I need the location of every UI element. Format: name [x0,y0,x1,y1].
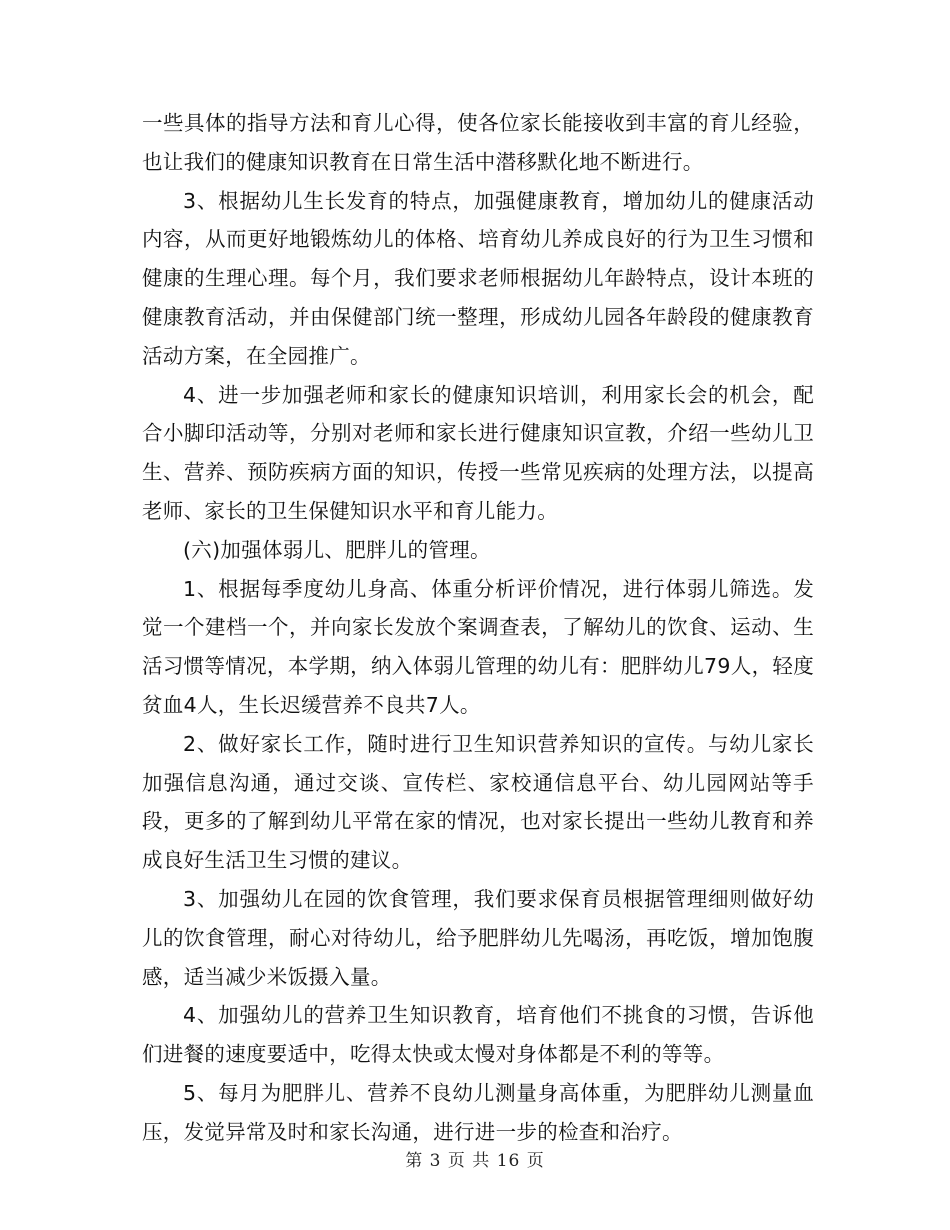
paragraph-9: 5、每月为肥胖儿、营养不良幼儿测量身高体重，为肥胖幼儿测量血压，发觉异常及时和家长沟通，进行进一步的检查和治疗。 [142,1080,814,1144]
section-heading-six: (六)加强体弱儿、肥胖儿的管理。 [183,537,491,562]
paragraph-3: 4、进一步加强老师和家长的健康知识培训，利用家长会的机会，配合小脚印活动等，分别对老师和家长进行健康知识宣教，介绍一些幼儿卫生、营养、预防疾病方面的知识，传授一些常见疾病的处理方法，以提高老师、家长的卫生保健知识水平和育儿能力。 [142,382,814,523]
paragraph-1: 一些具体的指导方法和育儿心得，使各位家长能接收到丰富的育儿经验，也让我们的健康知识教育在日常生活中潜移默化地不断进行。 [142,111,814,174]
document-body [142,104,814,1152]
paragraph-5: 1、根据每季度幼儿身高、体重分析评价情况，进行体弱儿筛选。发觉一个建档一个，并向家长发放个案调查表，了解幼儿的饮食、运动、生活习惯等情况，本学期，纳入体弱儿管理的幼儿有：肥胖幼儿79人，轻度贫血4人，生长迟缓营养不良共7人。 [142,576,814,717]
paragraph-7: 3、加强幼儿在园的饮食管理，我们要求保育员根据管理细则做好幼儿的饮食管理，耐心对待幼儿，给予肥胖幼儿先喝汤，再吃饭，增加饱腹感，适当减少米饭摄入量。 [142,886,814,989]
paragraph-2: 3、根据幼儿生长发育的特点，加强健康教育，增加幼儿的健康活动内容，从而更好地锻炼幼儿的体格、培育幼儿养成良好的行为卫生习惯和健康的生理心理。每个月，我们要求老师根据幼儿年龄特点，设计本班的健康教育活动，并由保健部门统一整理，形成幼儿园各年龄段的健康教育活动方案，在全园推广。 [142,188,814,368]
paragraph-8: 4、加强幼儿的营养卫生知识教育，培育他们不挑食的习惯，告诉他们进餐的速度要适中，吃得太快或太慢对身体都是不利的等等。 [142,1003,814,1067]
page-number-footer: 第 3 页 共 16 页 [405,1151,545,1171]
paragraph-6: 2、做好家长工作，随时进行卫生知识营养知识的宣传。与幼儿家长加强信息沟通，通过交谈、宣传栏、家校通信息平台、幼儿园网站等手段，更多的了解到幼儿平常在家的情况，也对家长提出一些幼儿教育和养成良好生活卫生习惯的建议。 [142,731,814,873]
